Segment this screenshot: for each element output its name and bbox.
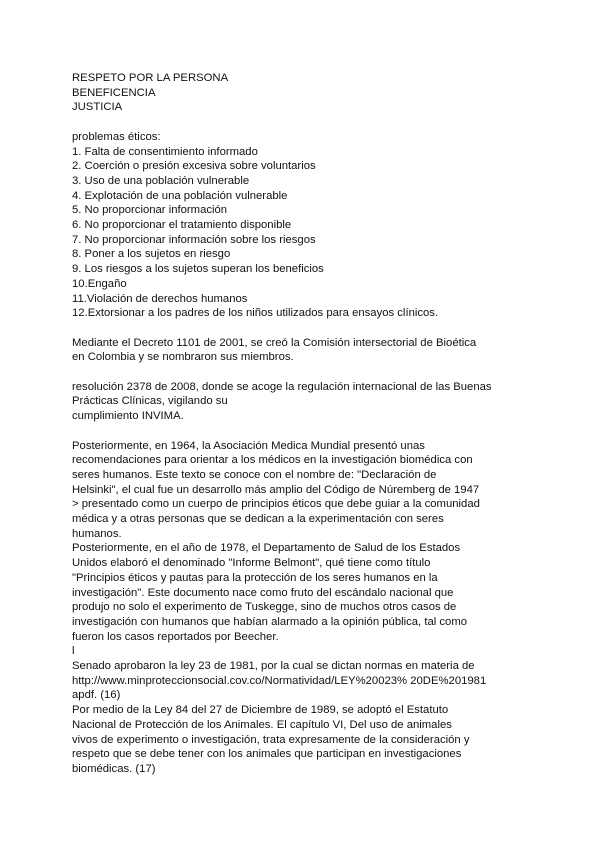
text-line: investigación con humanos que habían alarmado a la opinión pública, tal como [72,615,468,628]
text-line: apdf. (16) [72,689,121,702]
list-item: 12.Extorsionar a los padres de los niños utilizados para ensayos clínicos. [72,307,439,320]
text-line: Helsinki", el cual fue un desarrollo más amplio del Código de Núremberg de 1947 [72,483,480,496]
text-line: Por medio de la Ley 84 del 27 de Diciembre de 1989, se adoptó el Estatuto [72,704,449,717]
list-item: 10.Engaño [72,277,127,290]
text-line: médica y a otras personas que se dedican a la experimentación con seres [72,513,444,526]
text-line: humanos. [72,527,122,540]
text-line: Nacional de Protección de los Animales. El capítulo VI, Del uso de animales [72,718,452,731]
document-page [72,71,572,777]
text-line: investigación". Este documento nace como fruto del escándalo nacional que [72,586,454,599]
list-item: 2. Coerción o presión excesiva sobre voluntarios [72,160,316,173]
text-line: resolución 2378 de 2008, donde se acoge la regulación internacional de las Buenas [72,380,492,393]
heading-respeto: RESPETO POR LA PERSONA [72,72,229,84]
paragraph-helsinki [72,439,572,542]
paragraph-decreto [72,336,572,365]
text-line: fueron los casos reportados por Beecher. [72,630,279,643]
text-line: l [72,645,75,658]
text-line: Senado aprobaron la ley 23 de 1981, por la cual se dictan normas en materia de [72,660,475,673]
problems-list [72,130,572,321]
list-item: 4. Explotación de una población vulnerable [72,189,288,202]
text-line: Unidos elaboró el denominado "Informe Belmont", qué tiene como título [72,557,431,570]
problems-title: problemas éticos: [72,130,161,143]
text-line: respeto que se debe tener con los animales que participan en investigaciones [72,748,462,761]
text-line: cumplimiento INVIMA. [72,410,184,423]
list-item: 8. Poner a los sujetos en riesgo [72,248,231,261]
text-line: "Principios éticos y pautas para la protección de los seres humanos en la [72,571,438,584]
text-line: recomendaciones para orientar a los médicos en la investigación biomédica con [72,454,473,467]
spacer [72,424,572,439]
headings-block [72,71,572,115]
list-item: 1. Falta de consentimiento informado [72,145,258,158]
list-item: 9. Los riesgos a los sujetos superan los beneficios [72,263,324,276]
spacer [72,115,572,130]
url-line: http://www.minproteccionsocial.cov.co/Normatividad/LEY%20023% 20DE%201981 [72,674,487,687]
paragraph-belmont [72,541,572,659]
paragraph-ley84 [72,703,572,777]
text-line: en Colombia y se nombraron sus miembros. [72,351,294,364]
heading-beneficencia: BENEFICENCIA [72,86,156,99]
spacer [72,321,572,336]
list-item: 6. No proporcionar el tratamiento disponible [72,219,292,232]
heading-justicia: JUSTICIA [72,101,123,114]
paragraph-senado [72,659,572,703]
text-line: biomédicas. (17) [72,762,156,775]
text-line: seres humanos. Este texto se conoce con el nombre de: "Declaración de [72,468,437,481]
text-line: vivos de experimento o investigación, trata expresamente de la consideración y [72,733,470,746]
list-item: 11.Violación de derechos humanos [72,292,248,305]
text-line: Mediante el Decreto 1101 de 2001, se creó la Comisión intersectorial de Bioética [72,336,477,349]
text-line: Posteriormente, en 1964, la Asociación Medica Mundial presentó unas [72,439,425,452]
list-item: 7. No proporcionar información sobre los riesgos [72,233,316,246]
text-line: Posteriormente, en el año de 1978, el Departamento de Salud de los Estados [72,542,461,555]
spacer [72,365,572,380]
text-line: Prácticas Clínicas, vigilando su [72,395,228,408]
text-line: > presentado como un cuerpo de principios éticos que debe guiar a la comunidad [72,498,480,511]
list-item: 3. Uso de una población vulnerable [72,174,250,187]
list-item: 5. No proporcionar información [72,204,228,217]
paragraph-resolucion [72,380,572,424]
text-line: produjo no solo el experimento de Tuskegge, sino de muchos otros casos de [72,601,457,614]
